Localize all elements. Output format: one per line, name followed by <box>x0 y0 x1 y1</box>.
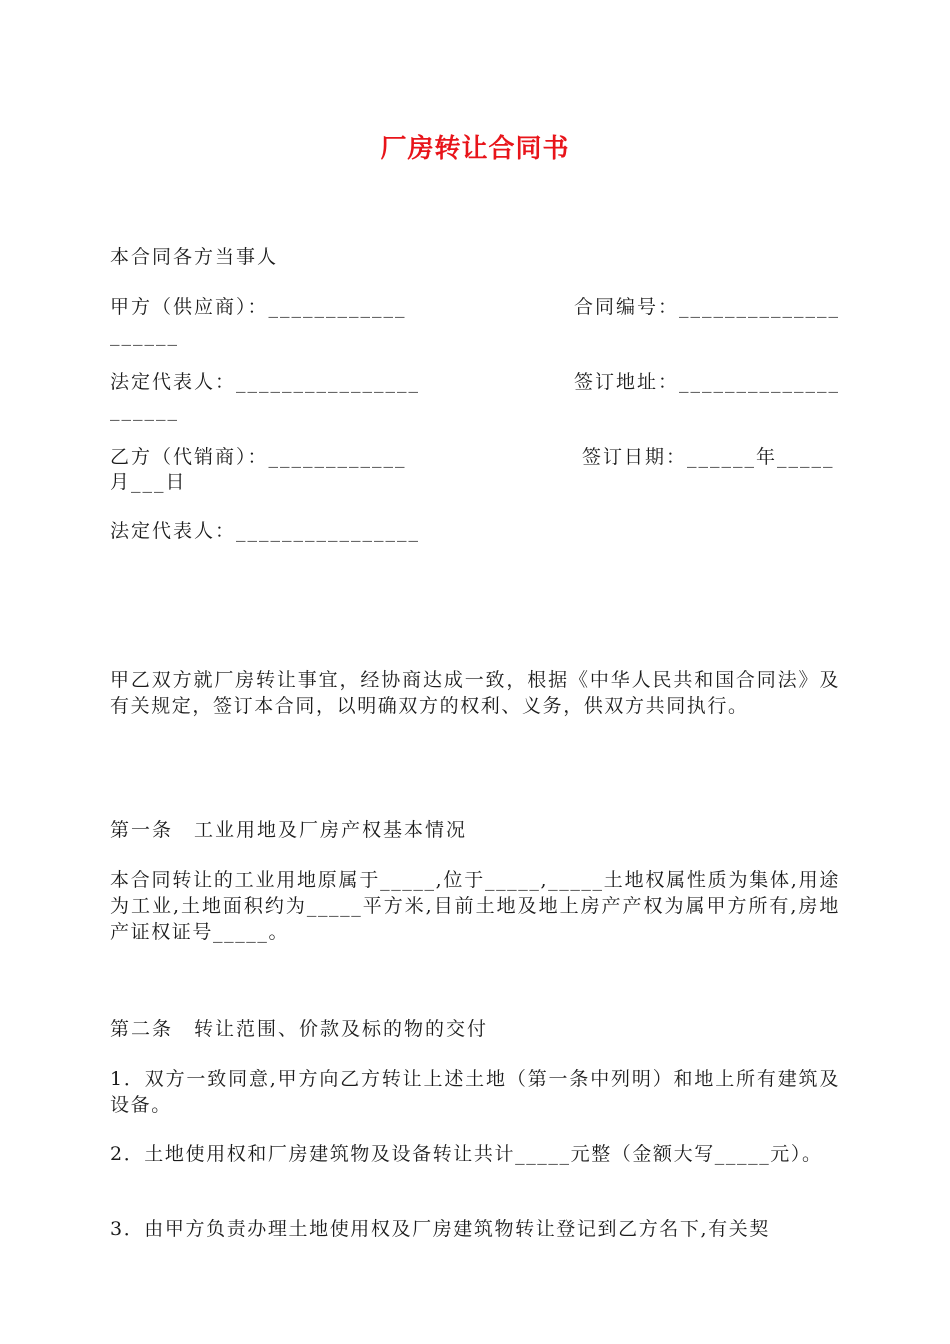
article-1-heading: 第一条 工业用地及厂房产权基本情况 <box>110 819 468 841</box>
sign-date-field-continued: 月___日 <box>110 471 187 493</box>
sign-place-field-continued: ______ <box>110 399 179 421</box>
contract-number-field: 合同编号：______________ <box>574 296 841 318</box>
sign-date-field: 签订日期：______年_____ <box>582 446 835 468</box>
document-title: 厂房转让合同书 <box>380 134 570 164</box>
contract-number-field-continued: ______ <box>110 324 179 346</box>
article-2-heading: 第二条 转让范围、价款及标的物的交付 <box>110 1018 489 1040</box>
party-b-field: 乙方（代销商）：____________ <box>110 446 407 468</box>
article-1-body: 本合同转让的工业用地原属于_____,位于_____,_____土地权属性质为集体,用途为工业,土地面积约为_____平方米,目前土地及地上房产产权为属甲方所有,房地产证权证号_____。 <box>110 869 840 943</box>
article-2-item-3: 3．由甲方负责办理土地使用权及厂房建筑物转让登记到乙方名下,有关契 <box>110 1218 770 1240</box>
party-b-legal-rep-field: 法定代表人：________________ <box>110 520 421 542</box>
party-a-legal-rep-field: 法定代表人：________________ <box>110 371 421 393</box>
sign-place-field: 签订地址：______________ <box>574 371 841 393</box>
parties-heading: 本合同各方当事人 <box>110 246 279 268</box>
article-2-item-1: 1．双方一致同意,甲方向乙方转让上述土地（第一条中列明）和地上所有建筑及设备。 <box>110 1068 840 1116</box>
intro-paragraph: 甲乙双方就厂房转让事宜，经协商达成一致，根据《中华人民共和国合同法》及有关规定，签订本合同，以明确双方的权利、义务，供双方共同执行。 <box>110 669 840 717</box>
article-2-item-2: 2．土地使用权和厂房建筑物及设备转让共计_____元整（金额大写_____元）。 <box>110 1143 823 1165</box>
party-a-field: 甲方（供应商）：____________ <box>110 296 407 318</box>
